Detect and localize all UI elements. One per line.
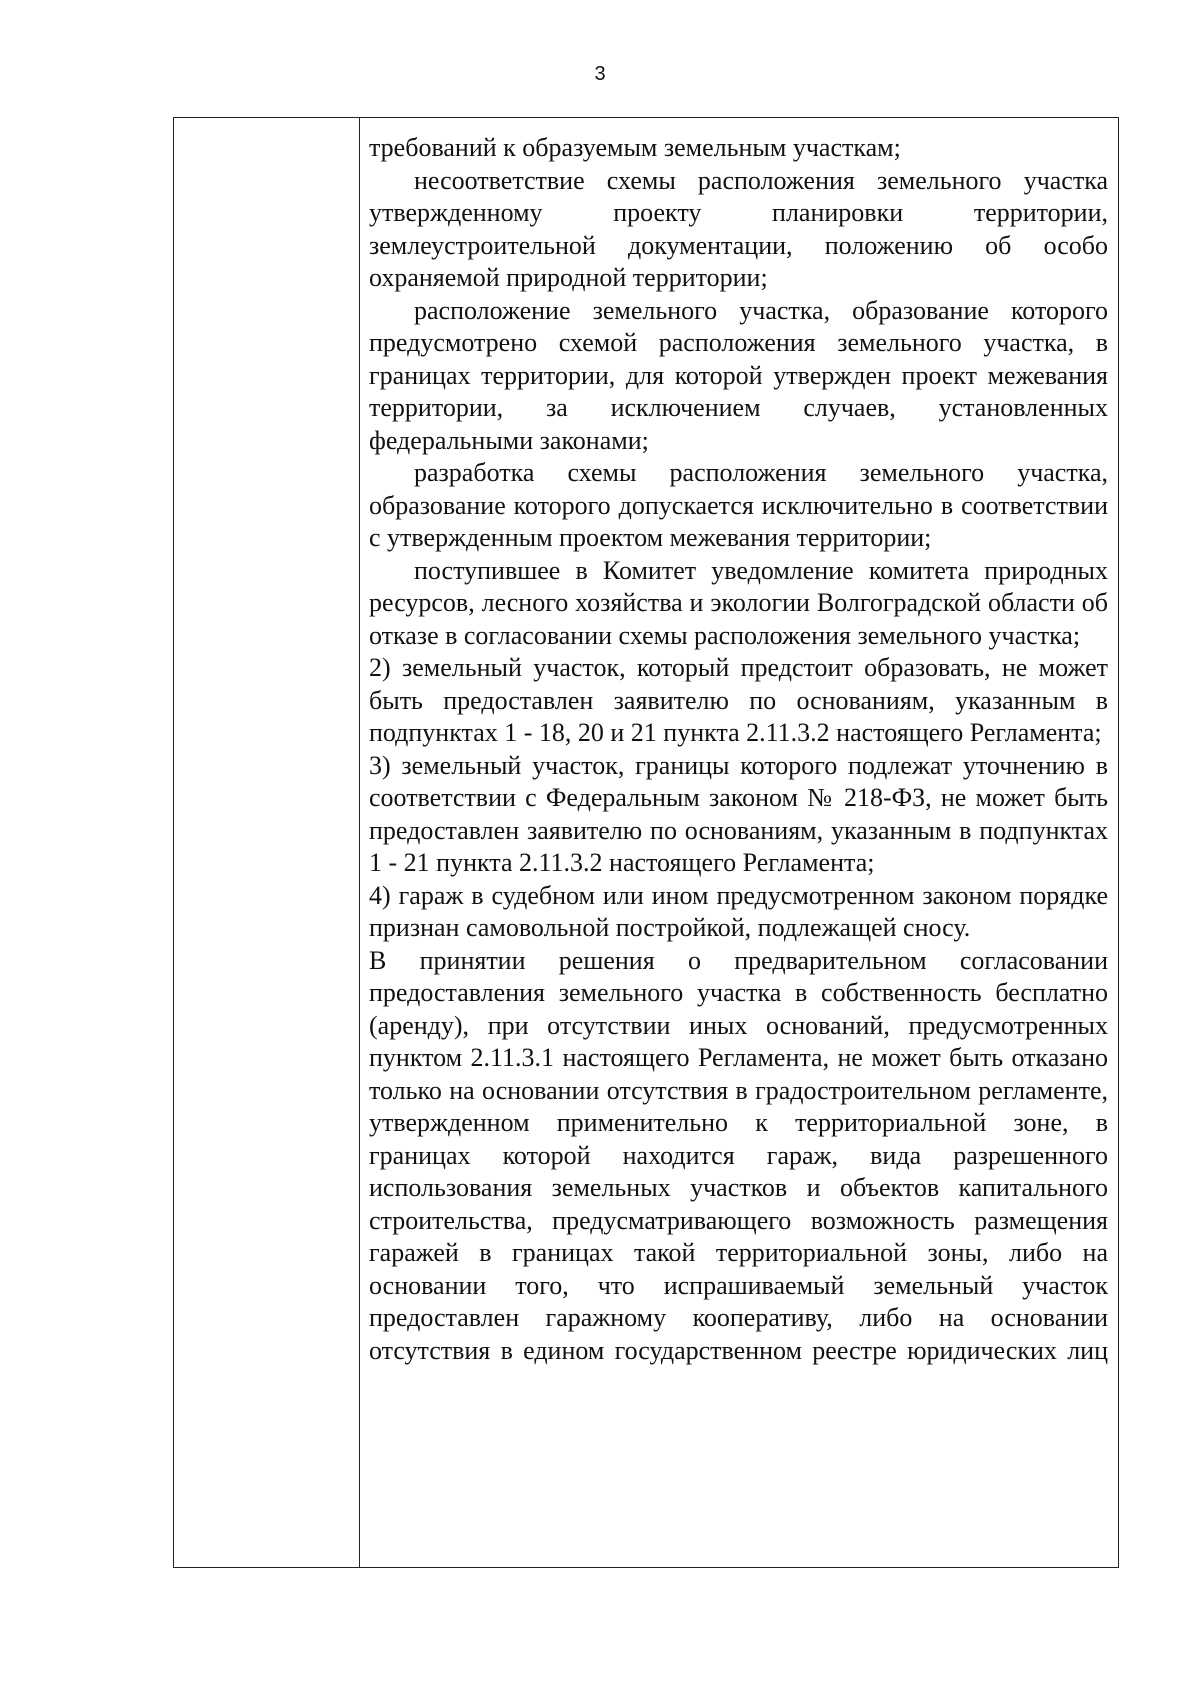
paragraph-item-2: 2) земельный участок, который предстоит образовать, не может быть предоставлен заявителю по основаниям, указанным в подпунктах 1 - 18, 20 и 21 пункта 2.11.3.2 настоящего Регламента; <box>369 653 1108 747</box>
page-number: 3 <box>594 63 606 85</box>
paragraph-refusal-limits: В принятии решения о предварительном согласовании предоставления земельного участка в собственность бесплатно (аренду), при отсутствии иных оснований, предусмотренных пунктом 2.11.3.1 настоящего Регламента, не может быть отказано только на основании отсутствия в градостроительном регламенте, утвержденном применительно к территориальной зоне, в границах которой находится гараж, вида разрешенного использования земельных участков и объектов капитального строительства, предусматривающего возможность размещения гаражей в границах такой территориальной зоны, либо на основании того, что испрашиваемый земельный участок предоставлен гаражному кооперативу, либо на основании отсутствия в едином государственном реестре юридических лиц <box>369 945 1108 1365</box>
paragraph-scheme-mismatch: несоответствие схемы расположения земельного участка утвержденному проекту планировки территории, землеустроительной документации, положению об особо охраняемой природной территории; <box>369 165 1108 292</box>
paragraph-scheme-development: разработка схемы расположения земельного участка, образование которого допускается исключительно в соответствии с утвержденным проектом межевания территории; <box>369 458 1108 552</box>
table-left-cell <box>174 118 360 1567</box>
paragraph-survey-project: расположение земельного участка, образование которого предусмотрено схемой расположения земельного участка, в границах территории, для которой утвержден проект межевания территории, за исключением случаев, установленных федеральными законами; <box>369 295 1108 455</box>
document-table <box>173 117 1119 1568</box>
paragraph-item-4: 4) гараж в судебном или ином предусмотренном законом порядке признан самовольной постройкой, подлежащей сносу. <box>369 880 1108 942</box>
paragraph-item-3: 3) земельный участок, границы которого подлежат уточнению в соответствии с Федеральным законом № 218-ФЗ, не может быть предоставлен заявителю по основаниям, указанным в подпунктах 1 - 21 пункта 2.11.3.2 настоящего Регламента; <box>369 750 1108 877</box>
table-right-cell <box>360 118 1118 1567</box>
paragraph-requirements: требований к образуемым земельным участкам; <box>369 133 901 162</box>
paragraph-committee-notice: поступившее в Комитет уведомление комитета природных ресурсов, лесного хозяйства и экологии Волгоградской области об отказе в согласовании схемы расположения земельного участка; <box>369 555 1108 650</box>
